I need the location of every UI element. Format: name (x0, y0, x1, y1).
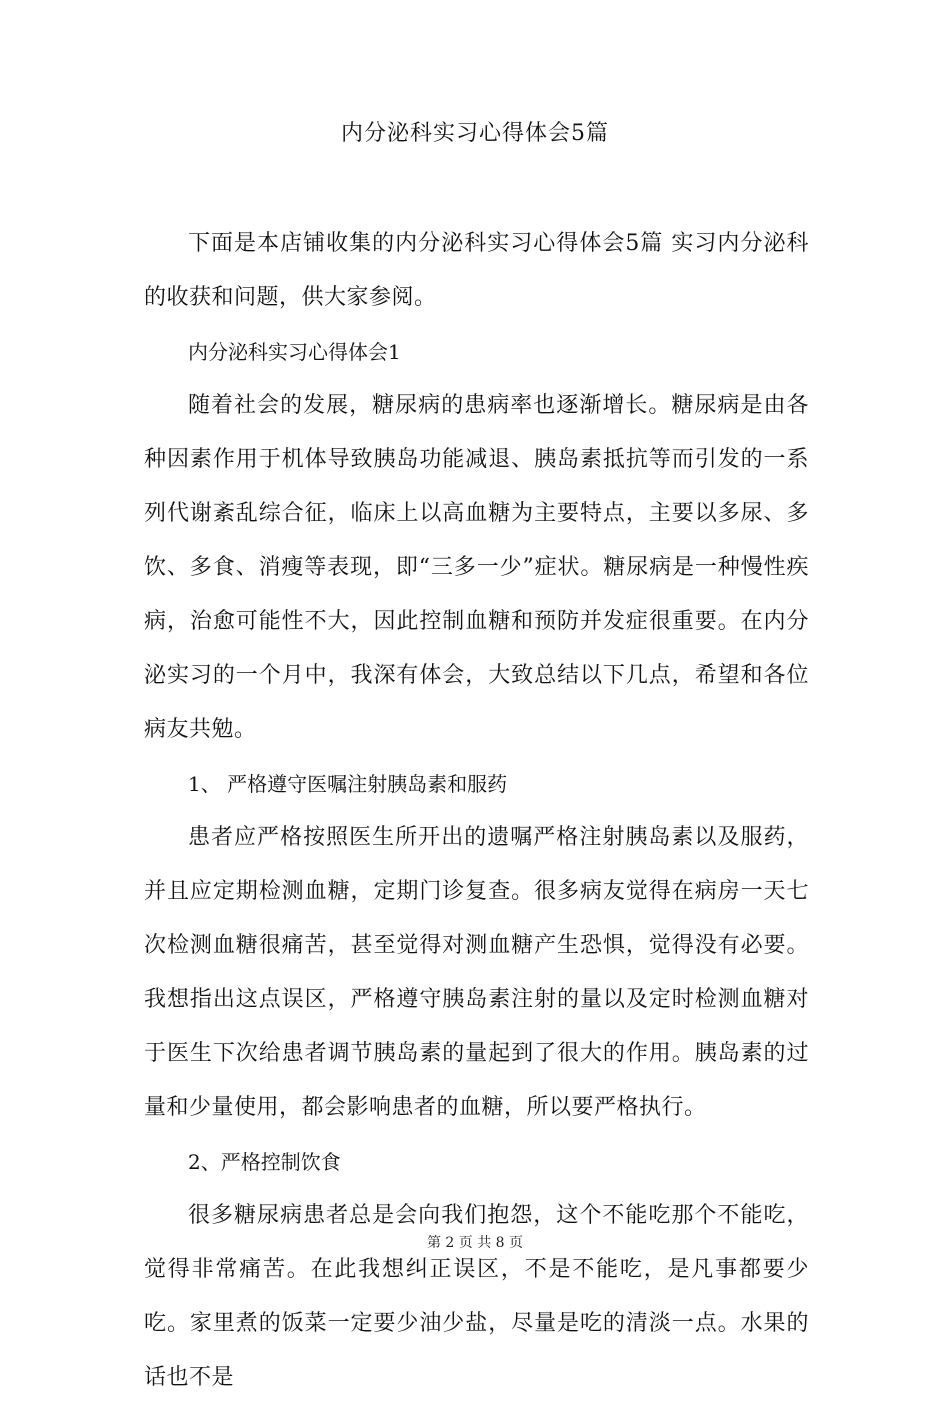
body-paragraph: 患者应严格按照医生所开出的遗嘱严格注射胰岛素以及服药，并且应定期检测血糖，定期门诊复查。很多病友觉得在病房一天七次检测血糖很痛苦，甚至觉得对测血糖产生恐惧，觉得没有必要。我想指出这点误区，严格遵守胰岛素注射的量以及定时检测血糖对于医生下次给患者调节胰岛素的量起到了很大的作用。胰岛素的过量和少量使用，都会影响患者的血糖，所以要严格执行。 (144, 825, 809, 1120)
document-title: 内分泌科实习心得体会5篇 (341, 121, 609, 146)
body-paragraph: 随着社会的发展，糖尿病的患病率也逐渐增长。糖尿病是由各种因素作用于机体导致胰岛功能减退、胰岛素抵抗等而引发的一系列代谢紊乱综合征，临床上以高血糖为主要特点，主要以多尿、多饮、多食、消瘦等表现，即“三多一少”症状。糖尿病是一种慢性疾病，治愈可能性不大，因此控制血糖和预防并发症很重要。在内分泌实习的一个月中，我深有体会，大致总结以下几点，希望和各位病友共勉。 (144, 393, 809, 742)
section-heading: 内分泌科实习心得体会1 (188, 340, 401, 364)
subsection-heading: 2、严格控制饮食 (188, 1150, 341, 1174)
page-number-footer: 第 2 页 共 8 页 (426, 1235, 524, 1251)
intro-paragraph: 下面是本店铺收集的内分泌科实习心得体会5篇 实习内分泌科的收获和问题，供大家参阅。 (144, 231, 809, 310)
document-body (144, 217, 809, 1405)
subsection-heading: 1、 严格遵守医嘱注射胰岛素和服药 (188, 772, 508, 796)
body-paragraph: 很多糖尿病患者总是会向我们抱怨，这个不能吃那个不能吃，觉得非常痛苦。在此我想纠正误区，不是不能吃，是凡事都要少吃。家里煮的饭菜一定要少油少盐，尽量是吃的清淡一点。水果的话也不是 (144, 1203, 809, 1390)
